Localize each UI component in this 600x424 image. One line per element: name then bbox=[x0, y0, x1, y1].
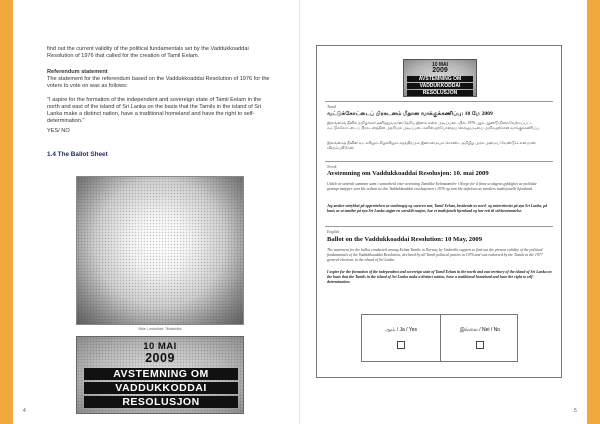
yes-no-text: YES/ NO bbox=[47, 128, 70, 134]
poster-line-3: RESOLUSJON bbox=[84, 396, 238, 408]
tamil-label: Tamil bbox=[327, 104, 336, 109]
norsk-title: Avstemning om Vaddukkoaddai Resolusjon: 10. mai 2009 bbox=[327, 170, 489, 177]
no-label: இல்லை / Nei / No bbox=[459, 327, 501, 333]
photo-caption: Bilde: Landsrådet, Tilbakeblikk bbox=[138, 327, 182, 331]
left-color-bar bbox=[0, 0, 13, 424]
ballot-sheet-heading: 1.4 The Ballot Sheet bbox=[47, 151, 108, 158]
referendum-poster bbox=[76, 336, 244, 414]
poster-line-1: AVSTEMNING OM bbox=[84, 368, 238, 380]
logo-line-3: RESOLUSJON bbox=[407, 90, 473, 96]
ballot-choice-boxes bbox=[361, 314, 518, 362]
halftone-pattern bbox=[77, 177, 243, 324]
page-number-left: 4 bbox=[23, 408, 26, 414]
yes-label: ஆம் / Ja / Yes bbox=[384, 327, 418, 333]
referendum-paragraph: The statement for the referendum based on the Vaddukkoaddai Resolution of 1976 for the voters to vote on was as follows: bbox=[47, 76, 270, 89]
norsk-label: Norsk bbox=[327, 164, 337, 169]
ballot-box-divider bbox=[440, 315, 441, 361]
right-color-bar bbox=[587, 0, 600, 424]
english-label: English bbox=[327, 229, 340, 234]
divider-norsk bbox=[325, 161, 553, 162]
logo-date-day: 10 MAI bbox=[431, 62, 449, 68]
logo-line-2: VADDUKKODDAI bbox=[407, 83, 473, 89]
poster-line-2: VADDUKKODDAI bbox=[84, 382, 238, 394]
halftone-photo bbox=[76, 176, 244, 325]
divider-english bbox=[325, 226, 553, 227]
referendum-heading: Referendum statement bbox=[47, 69, 108, 75]
page-number-right: 5 bbox=[574, 408, 577, 414]
tamil-body-1: இலங்கைத் தீவில் தமிழர்கள் தனித்துவமான தேசிய இனம் என்ற அடிப்படையில், 1976 ஆம் ஆண்டு நிறைவேற்றப்பட்ட வட்டுக்கோட்டைப் பிரகடனத்தின் அரசியல் அடிப்படைகளின் தற்போதைய செல்லுபடியை அறிவதற்கான வாக்குக்கணிப்பு. bbox=[327, 121, 540, 130]
logo-line-1: AVSTEMNING OM bbox=[407, 76, 473, 82]
poster-date-day: 10 MAI bbox=[143, 341, 177, 352]
intro-paragraph: find out the current validity of the political fundamentals set by the Vaddukkoaddai Resolution of 1976 that called for the creation of Tamil Eelam. bbox=[47, 46, 249, 59]
referendum-quote: "I aspire for the formation of the independent and sovereign state of Tamil Eelam in the north and east of the island of Sri Lanka on the basis that the Tamils in the island of Sri Lanka make a distinct nation, have a traditional homeland and have the right to self-determination." bbox=[47, 97, 262, 124]
norsk-body-2: Jeg ønsker uttrykket på opprettelsen av uavhengig og suveren stat, Tamil Eelam, bestående av nord- og østterritoriet på øya Sri Lanka, på basis av at tamiler på øya Sri Lanka utgjør en særskilt nasjon, har et tradisjonelt hjemland og har rett til selvbestemmelse. bbox=[327, 204, 548, 213]
logo-date-year: 2009 bbox=[432, 67, 448, 74]
english-body-1: The statement for the ballot conducted among Eelam Tamils in Norway by Umbrella support to find out the present validity of the political fundamentals of the Vaddukkoaddai Resolution, declared by all Tamil political parties in 1976 and was endorsed by the Tamils in the 1977 general elections in the island of Sri Lanka. bbox=[327, 248, 543, 262]
norsk-body-1: Utdelt av sentralt samman samt i samarbeid etter avvisning Tamilske Eelamtamiler i Norge for å finne ut dagens gyldighet av politiske grunnprinsipper som ble vedtatt av den Vaddukkoaddai resolusjonen i 1976 og som ble stiftelsen av tamilers tradisjonelle hjemland. bbox=[327, 182, 537, 191]
divider-tamil bbox=[325, 101, 553, 102]
yes-checkbox[interactable] bbox=[397, 341, 405, 349]
english-body-2: I aspire for the formation of the independent and sovereign state of Tamil Eelam in the north and east territory of the island of Sri Lanka on the basis that the Tamils in the island of Sri Lanka make a distinct nation, have a traditional homeland and have the right to self-determination. bbox=[327, 270, 552, 284]
ballot-sheet bbox=[316, 45, 562, 378]
english-title: Ballot on the Vaddukkoaddai Resolution: 10 May, 2009 bbox=[327, 236, 482, 243]
tamil-body-2: இலங்கைத் தீவின் வடக்கிலும் கிழக்கிலும் சுதந்திரமும் இறைமையும் கொண்ட தமிழீழ அரசு அமைய வேண்டும் என நான் விரும்புகிறேன். bbox=[327, 141, 536, 150]
tamil-title: வட்டுக்கோட்டைப் பிரகடனம் மீதான வாக்குக்கணிப்பு: 10 மே 2009 bbox=[327, 111, 493, 117]
ballot-logo bbox=[403, 59, 477, 97]
poster-date-year: 2009 bbox=[145, 351, 175, 365]
no-checkbox[interactable] bbox=[476, 341, 484, 349]
